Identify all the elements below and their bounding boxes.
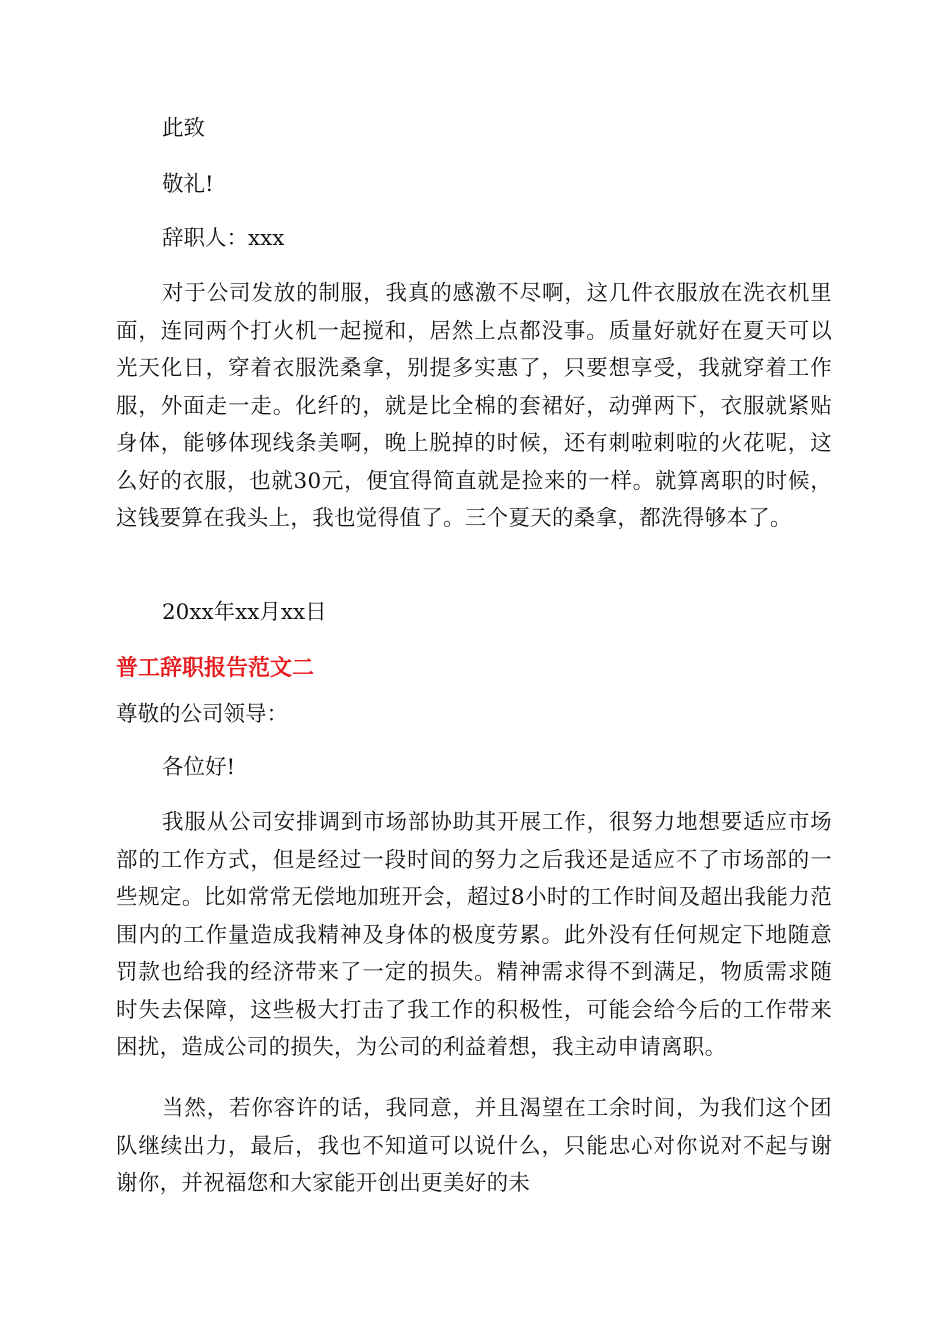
body-paragraph-reason: 我服从公司安排调到市场部协助其开展工作，很努力地想要适应市场部的工作方式，但是经过一段时间的努力之后我还是适应不了市场部的一些规定。比如常常无偿地加班开会，超过8小时的工作时间及超出我能力范围内的工作量造成我精神及身体的极度劳累。此外没有任何规定下地随意罚款也给我的经济带来了一定的损失。精神需求得不到满足，物质需求随时失去保障，这些极大打击了我工作的积极性，可能会给今后的工作带来困扰，造成公司的损失，为公司的利益着想，我主动申请离职。 [116, 810, 832, 1060]
section-heading: 普工辞职报告范文二 [116, 656, 315, 681]
salutation-line: 尊敬的公司领导： [116, 702, 289, 727]
date-line: 20xx年xx月xx日 [162, 600, 327, 625]
body-paragraph-uniform: 对于公司发放的制服，我真的感激不尽啊，这几件衣服放在洗衣机里面，连同两个打火机一起搅和，居然上点都没事。质量好就好在夏天可以光天化日，穿着衣服洗桑拿，别提多实惠了，只要想享受，我就穿着工作服，外面走一走。化纤的，就是比全棉的套裙好，动弹两下，衣服就紧贴身体，能够体现线条美啊，晚上脱掉的时候，还有刺啦刺啦的火花呢，这么好的衣服，也就30元，便宜得简直就是捡来的一样。就算离职的时候，这钱要算在我头上，我也觉得值了。三个夏天的桑拿，都洗得够本了。 [116, 281, 832, 531]
closing-line-2: 敬礼! [162, 172, 214, 197]
closing-line-1: 此致 [162, 116, 206, 141]
signer-line: 辞职人：xxx [162, 226, 285, 251]
greeting-line: 各位好! [162, 755, 236, 780]
body-paragraph-closing: 当然，若你容许的话，我同意，并且渴望在工余时间，为我们这个团队继续出力，最后，我也不知道可以说什么，只能忠心对你说对不起与谢谢你，并祝福您和大家能开创出更美好的未 [116, 1096, 832, 1196]
